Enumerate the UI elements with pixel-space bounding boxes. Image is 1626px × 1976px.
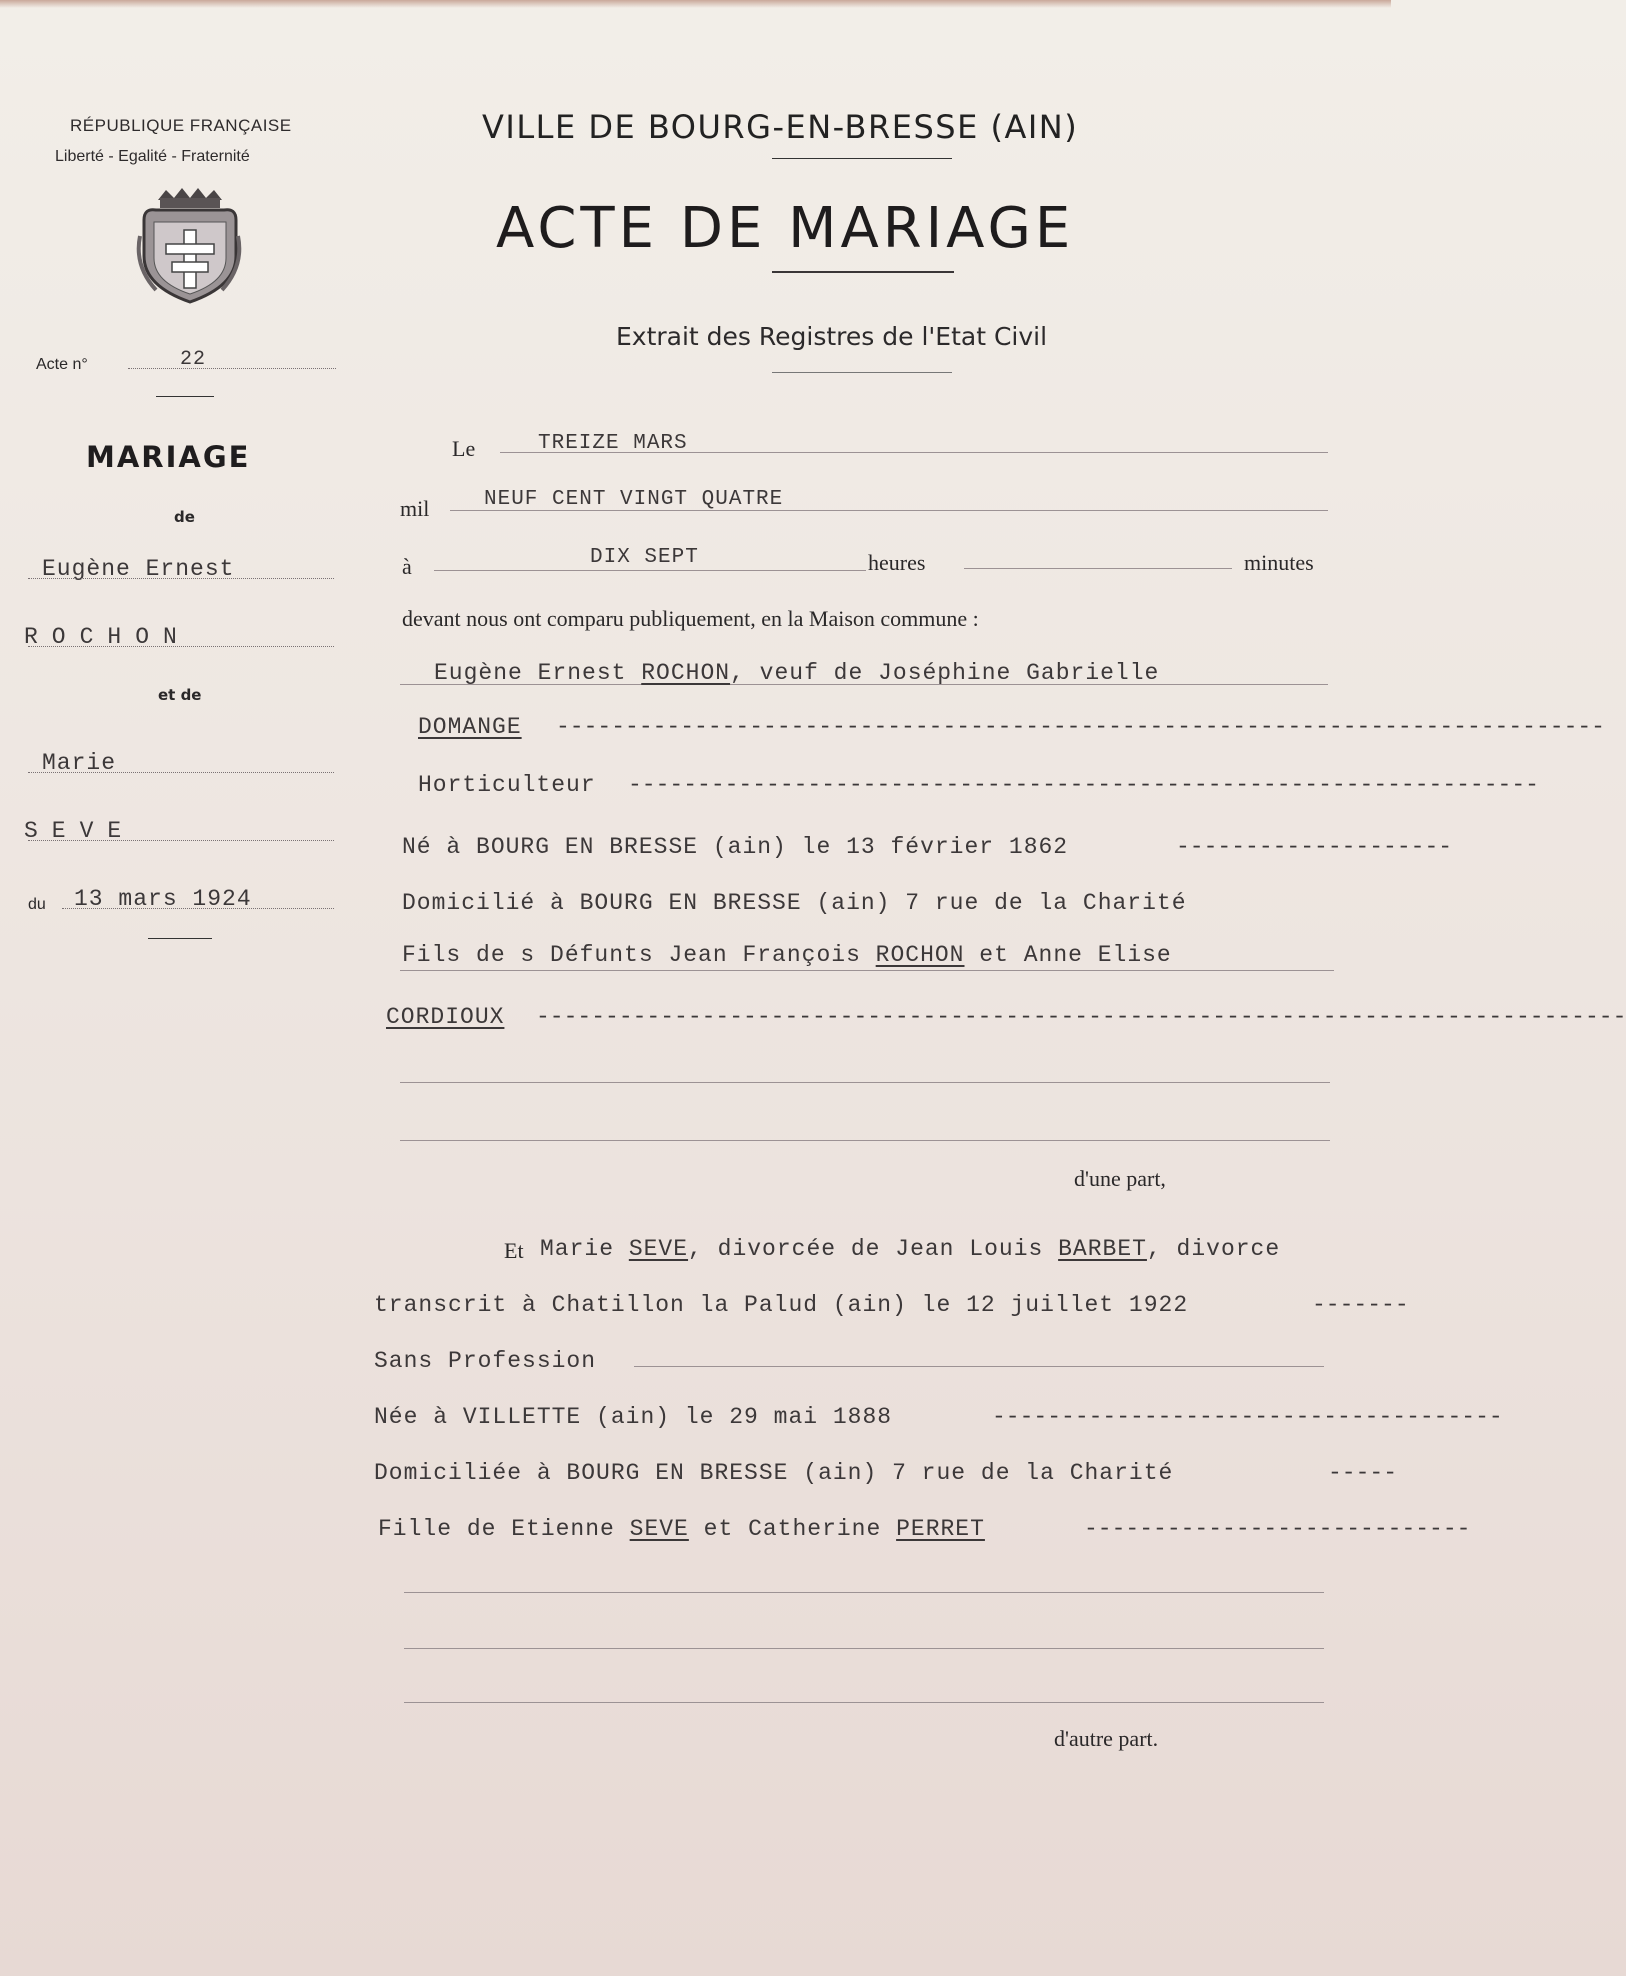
d-autre-part: d'autre part. (1054, 1726, 1159, 1751)
groom-widow-of: , veuf de Joséphine Gabrielle (730, 660, 1160, 686)
groom-birth: Né à BOURG EN BRESSE (ain) le 13 février 1862 (402, 834, 1069, 860)
a-label: à (402, 554, 412, 579)
heures-label: heures (868, 550, 926, 575)
groom-line-1 (434, 660, 1159, 686)
city-title-rule (772, 158, 952, 159)
bride-blank-line-2 (404, 1648, 1324, 1649)
margin-line-5 (62, 908, 334, 909)
bride-parents (378, 1516, 985, 1542)
title-rule (772, 271, 954, 273)
groom-blank-line-2 (400, 1140, 1330, 1141)
acte-label: Acte n° (36, 356, 88, 373)
margin-line-1 (28, 578, 334, 579)
bride-et: Et (504, 1238, 524, 1263)
bride-birth-dashes: ------------------------------------- (992, 1404, 1503, 1430)
bride-profession-rule (634, 1366, 1324, 1367)
devant-text: devant nous ont comparu publiquement, en la Maison commune : (402, 606, 979, 631)
bride-blank-line-1 (404, 1592, 1324, 1593)
groom-parents-first: Fils de s Défunts Jean François (402, 942, 876, 968)
margin-et-de: et de (158, 686, 202, 704)
margin-du: du (28, 896, 46, 913)
groom-profession-dashes: ------------------------------------------------------------------ (628, 772, 1539, 798)
acte-number: 22 (180, 348, 207, 371)
groom-mother-surname: CORDIOUX (386, 1004, 505, 1030)
groom-domicile: Domicilié à BOURG EN BRESSE (ain) 7 rue de la Charité (402, 890, 1187, 916)
bride-mother-surname: PERRET (896, 1516, 985, 1542)
bride-birth: Née à VILLETTE (ain) le 29 mai 1888 (374, 1404, 893, 1430)
margin-groom-surname: ROCHON (24, 624, 191, 650)
bride-transcrit: transcrit à Chatillon la Palud (ain) le 12 juillet 1922 (374, 1292, 1189, 1318)
bride-surname: SEVE (628, 1236, 689, 1262)
minutes-line (964, 568, 1232, 569)
document-title: ACTE DE MARIAGE (496, 196, 1075, 261)
groom-mother-dashes: ------------------------------------------------------------------------------- (536, 1004, 1626, 1030)
le-label: Le (452, 436, 476, 461)
bride-domicile: Domiciliée à BOURG EN BRESSE (ain) 7 rue de la Charité (374, 1460, 1174, 1486)
mil-line (450, 510, 1328, 511)
acte-divider (156, 396, 214, 397)
le-value: TREIZE MARS (538, 432, 688, 455)
margin-de: de (174, 508, 195, 526)
bride-given: Marie (540, 1236, 629, 1262)
bride-line-1 (540, 1236, 1280, 1262)
margin-bride-given: Marie (42, 750, 117, 776)
margin-divider (148, 938, 212, 939)
bride-mother-given: et Catherine (688, 1516, 897, 1542)
bride-father-surname: SEVE (629, 1516, 689, 1542)
groom-mother-given: et Anne Elise (964, 942, 1172, 968)
city-title: VILLE DE BOURG-EN-BRESSE (AIN) (482, 108, 1079, 146)
acte-number-dots (128, 368, 336, 369)
margin-line-2 (28, 646, 334, 647)
heures-value: DIX SEPT (590, 546, 699, 569)
motto: Liberté - Egalité - Fraternité (55, 148, 250, 165)
mil-value: NEUF CENT VINGT QUATRE (484, 488, 784, 511)
margin-date: 13 mars 1924 (74, 886, 252, 912)
margin-bride-surname: SEVE (24, 818, 136, 844)
subtitle-ornament (772, 372, 952, 373)
coat-of-arms-icon (136, 186, 242, 308)
margin-line-3 (28, 772, 334, 773)
groom-line-2: DOMANGE (418, 714, 522, 740)
groom-blank-line-1 (400, 1082, 1330, 1083)
groom-father-surname: ROCHON (875, 942, 965, 968)
document-subtitle: Extrait des Registres de l'Etat Civil (616, 322, 1048, 351)
bride-blank-line-3 (404, 1702, 1324, 1703)
republic-heading: RÉPUBLIQUE FRANÇAISE (70, 116, 292, 135)
groom-line-2-dashes: ---------------------------------------------------------------------------- (556, 714, 1605, 740)
bride-profession: Sans Profession (374, 1348, 597, 1374)
groom-profession: Horticulteur (418, 772, 596, 798)
le-line (500, 452, 1328, 453)
bride-father-given: Fille de Etienne (378, 1516, 630, 1542)
d-une-part: d'une part, (1074, 1166, 1166, 1191)
groom-parents-rule (400, 970, 1334, 971)
bride-transcrit-dashes: ------- (1312, 1292, 1409, 1318)
margin-heading: MARIAGE (86, 440, 251, 474)
page-top-edge (0, 0, 1391, 8)
bride-divorce: , divorce (1146, 1236, 1281, 1262)
groom-surname: ROCHON (641, 660, 731, 686)
mil-label: mil (400, 496, 430, 521)
margin-line-4 (28, 840, 334, 841)
groom-birth-dashes: -------------------- (1176, 834, 1453, 860)
margin-groom-given: Eugène Ernest (42, 556, 235, 582)
bride-divorced-of: , divorcée de Jean Louis (688, 1236, 1059, 1262)
heures-line (434, 570, 866, 571)
bride-domicile-dashes: ----- (1328, 1460, 1398, 1486)
bride-ex-surname: BARBET (1058, 1236, 1147, 1262)
bride-parents-dashes: ---------------------------- (1084, 1516, 1471, 1542)
groom-parents (402, 942, 1172, 968)
groom-given: Eugène Ernest (434, 660, 642, 686)
minutes-label: minutes (1244, 550, 1314, 575)
